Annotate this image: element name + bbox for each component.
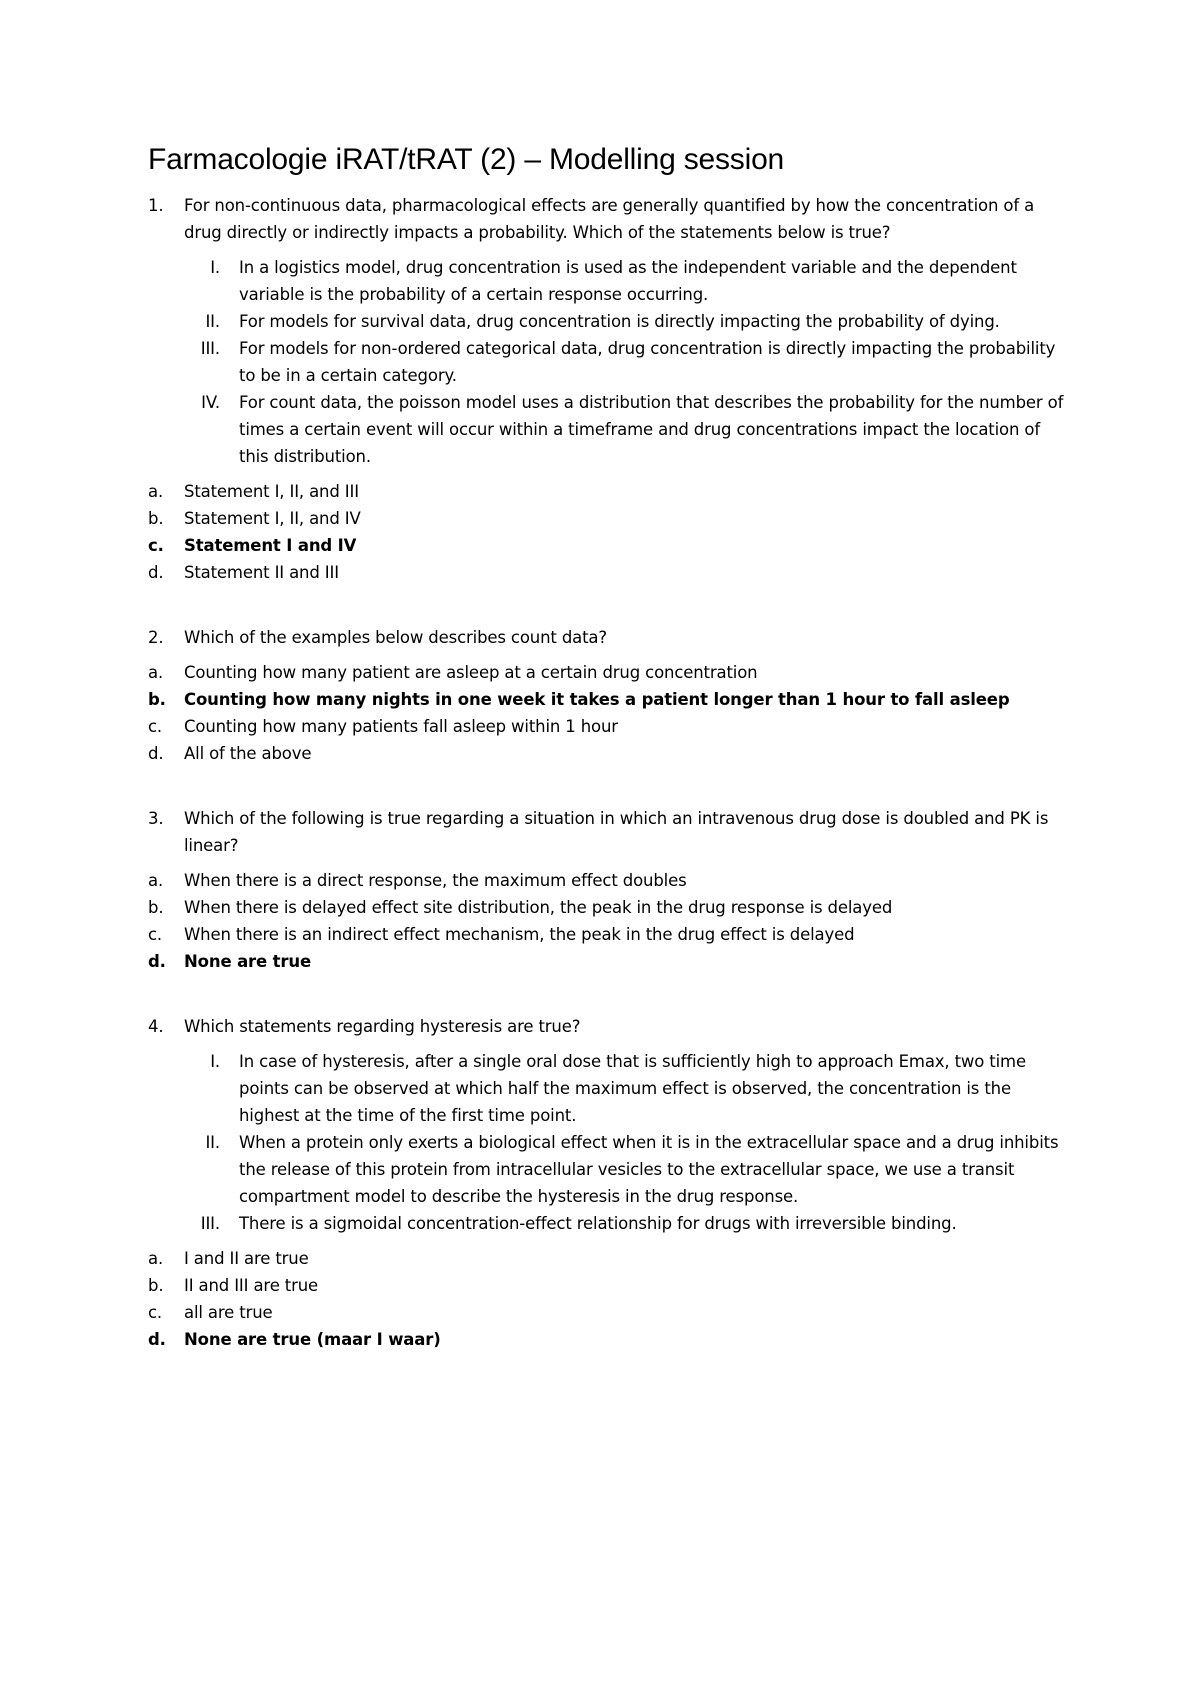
option-letter: d. xyxy=(148,744,164,763)
option-text: Statement I, II, and III xyxy=(184,482,359,501)
option-text: I and II are true xyxy=(184,1249,309,1268)
statement-number: II. xyxy=(205,1133,220,1152)
option-text: Statement II and III xyxy=(184,563,339,582)
statement-item xyxy=(148,1048,1068,1129)
statement-item xyxy=(148,254,1068,308)
option-letter: c. xyxy=(148,925,163,944)
answer-option xyxy=(148,894,1068,921)
option-letter: d. xyxy=(148,952,166,971)
answer-option xyxy=(148,713,1068,740)
answer-option xyxy=(148,921,1068,948)
question-number: 3. xyxy=(148,809,164,828)
option-letter: c. xyxy=(148,1303,163,1322)
answer-option-correct xyxy=(148,1326,1068,1353)
option-text: None are true (maar I waar) xyxy=(184,1330,441,1349)
answer-option xyxy=(148,659,1068,686)
statement-number: III. xyxy=(200,339,220,358)
statement-item xyxy=(148,1210,1068,1237)
answer-option-correct xyxy=(148,948,1068,975)
question-number: 2. xyxy=(148,628,164,647)
statement-text: For models for survival data, drug concentration is directly impacting the probability of dying. xyxy=(239,312,1000,331)
option-letter: b. xyxy=(148,1276,164,1295)
answer-option xyxy=(148,740,1068,767)
statement-number: I. xyxy=(210,258,220,277)
option-text: Counting how many patients fall asleep within 1 hour xyxy=(184,717,618,736)
answer-option xyxy=(148,867,1068,894)
option-letter: b. xyxy=(148,509,164,528)
statement-list xyxy=(148,254,1068,470)
answer-option xyxy=(148,1245,1068,1272)
question-text: Which of the examples below describes count data? xyxy=(184,628,608,647)
statement-text: There is a sigmoidal concentration-effect relationship for drugs with irreversible binding. xyxy=(239,1214,957,1233)
statement-text: In a logistics model, drug concentration is used as the independent variable and the dependent variable is the probability of a certain response occurring. xyxy=(239,258,1017,304)
document-title: Farmacologie iRAT/tRAT (2) – Modelling session xyxy=(148,143,785,176)
statement-item xyxy=(148,308,1068,335)
answer-option xyxy=(148,559,1068,586)
question-number: 4. xyxy=(148,1017,164,1036)
question-stem xyxy=(148,1013,1068,1040)
option-letter: a. xyxy=(148,482,164,501)
answer-options xyxy=(148,1245,1068,1353)
option-text: Counting how many patient are asleep at a certain drug concentration xyxy=(184,663,758,682)
option-text: Counting how many nights in one week it takes a patient longer than 1 hour to fall asleep xyxy=(184,690,1010,709)
statement-text: When a protein only exerts a biological effect when it is in the extracellular space and a drug inhibits the release of this protein from intracellular vesicles to the extracellular space, we use a transit compartment model to describe the hysteresis in the drug response. xyxy=(239,1133,1059,1206)
answer-option-correct xyxy=(148,686,1068,713)
question-stem xyxy=(148,624,1068,651)
question-text: Which statements regarding hysteresis are true? xyxy=(184,1017,581,1036)
option-text: All of the above xyxy=(184,744,312,763)
option-letter: c. xyxy=(148,536,164,555)
question-4 xyxy=(148,1013,1068,1353)
answer-option-correct xyxy=(148,532,1068,559)
question-text: Which of the following is true regarding a situation in which an intravenous drug dose is doubled and PK is linear? xyxy=(184,809,1049,855)
statement-item xyxy=(148,389,1068,470)
statement-item xyxy=(148,335,1068,389)
option-text: Statement I and IV xyxy=(184,536,357,555)
answer-options xyxy=(148,659,1068,767)
option-letter: c. xyxy=(148,717,163,736)
answer-option xyxy=(148,478,1068,505)
answer-option xyxy=(148,1272,1068,1299)
question-2 xyxy=(148,624,1068,767)
question-3 xyxy=(148,805,1068,975)
statement-number: I. xyxy=(210,1052,220,1071)
answer-options xyxy=(148,478,1068,586)
statement-text: For count data, the poisson model uses a distribution that describes the probability for the number of times a certain event will occur within a timeframe and drug concentrations impact the location of this distribution. xyxy=(239,393,1064,466)
option-letter: a. xyxy=(148,663,164,682)
statement-text: In case of hysteresis, after a single oral dose that is sufficiently high to approach Emax, two time points can be observed at which half the maximum effect is observed, the concentration is the highest at the time of the first time point. xyxy=(239,1052,1026,1125)
option-letter: b. xyxy=(148,690,166,709)
answer-options xyxy=(148,867,1068,975)
answer-option xyxy=(148,505,1068,532)
option-letter: a. xyxy=(148,871,164,890)
question-number: 1. xyxy=(148,196,164,215)
option-text: When there is an indirect effect mechanism, the peak in the drug effect is delayed xyxy=(184,925,855,944)
statement-number: IV. xyxy=(201,393,220,412)
statement-text: For models for non-ordered categorical data, drug concentration is directly impacting the probability to be in a certain category. xyxy=(239,339,1056,385)
option-letter: a. xyxy=(148,1249,164,1268)
question-stem xyxy=(148,805,1068,859)
statement-item xyxy=(148,1129,1068,1210)
document-content xyxy=(148,142,1068,1353)
option-text: II and III are true xyxy=(184,1276,319,1295)
option-text: all are true xyxy=(184,1303,273,1322)
statement-list xyxy=(148,1048,1068,1237)
statement-number: II. xyxy=(205,312,220,331)
option-text: Statement I, II, and IV xyxy=(184,509,361,528)
question-text: For non-continuous data, pharmacological effects are generally quantified by how the concentration of a drug directly or indirectly impacts a probability. Which of the statements below is true? xyxy=(184,196,1035,242)
question-stem xyxy=(148,192,1068,246)
option-text: When there is a direct response, the maximum effect doubles xyxy=(184,871,687,890)
answer-option xyxy=(148,1299,1068,1326)
question-1 xyxy=(148,192,1068,586)
option-letter: b. xyxy=(148,898,164,917)
option-letter: d. xyxy=(148,563,164,582)
option-text: None are true xyxy=(184,952,312,971)
option-text: When there is delayed effect site distribution, the peak in the drug response is delayed xyxy=(184,898,893,917)
statement-number: III. xyxy=(200,1214,220,1233)
option-letter: d. xyxy=(148,1330,166,1349)
